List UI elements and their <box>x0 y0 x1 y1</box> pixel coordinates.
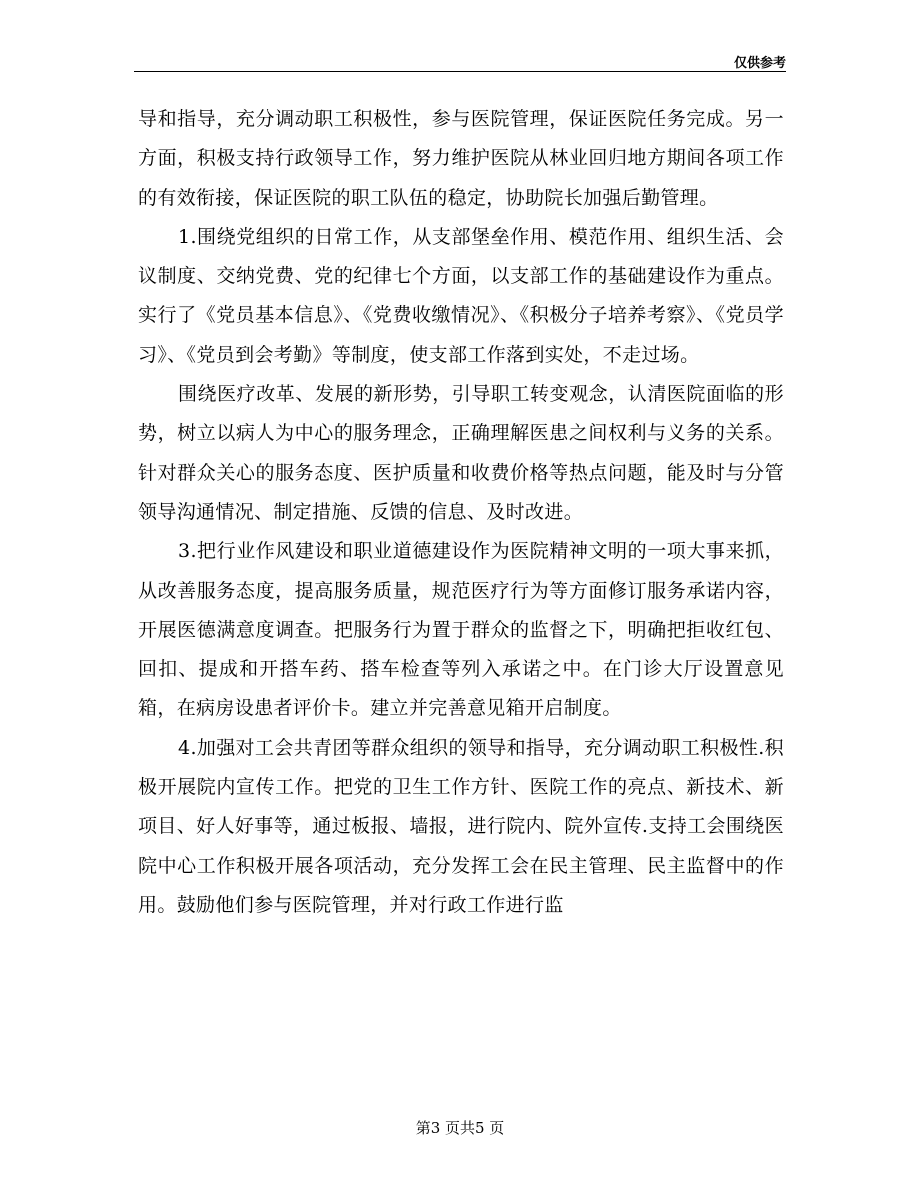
paragraph-continuation: 导和指导，充分调动职工积极性，参与医院管理，保证医院任务完成。另一方面，积极支持行政领导工作，努力维护医院从林业回归地方期间各项工作的有效衔接，保证医院的职工队伍的稳定，协助院长加强后勤管理。 <box>138 108 784 209</box>
page-number: 第3 页共5 页 <box>415 1119 505 1137</box>
paragraph-item-4: 4.加强对工会共青团等群众组织的领导和指导，充分调动职工积极性.积极开展院内宣传工作。把党的卫生工作方针、医院工作的亮点、新技术、新项目、好人好事等，通过板报、墙报，进行院内、院外宣传.支持工会围绕医院中心工作积极开展各项活动，充分发挥工会在民主管理、民主监督中的作用。鼓励他们参与医院管理，并对行政工作进行监 <box>138 736 784 916</box>
header-label: 仅供参考 <box>733 56 786 71</box>
document-body <box>138 100 784 925</box>
header-divider <box>134 71 786 72</box>
paragraph-medical-reform: 围绕医疗改革、发展的新形势，引导职工转变观念，认清医院面临的形势，树立以病人为中心的服务理念，正确理解医患之间权利与义务的关系。针对群众关心的服务态度、医护质量和收费价格等热点问题，能及时与分管领导沟通情况、制定措施、反馈的信息、及时改进。 <box>138 383 784 523</box>
paragraph-item-1: 1.围绕党组织的日常工作，从支部堡垒作用、模范作用、组织生活、会议制度、交纳党费、党的纪律七个方面，以支部工作的基础建设作为重点。实行了《党员基本信息》、《党费收缴情况》、《积极分子培养考察》、《党员学习》、《党员到会考勤》等制度，使支部工作落到实处，不走过场。 <box>138 225 784 366</box>
paragraph-item-3: 3.把行业作风建设和职业道德建设作为医院精神文明的一项大事来抓，从改善服务态度，提高服务质量，规范医疗行为等方面修订服务承诺内容，开展医德满意度调查。把服务行为置于群众的监督之下，明确把拒收红包、回扣、提成和开搭车药、搭车检查等列入承诺之中。在门诊大厅设置意见箱，在病房设患者评价卡。建立并完善意见箱开启制度。 <box>138 540 784 720</box>
